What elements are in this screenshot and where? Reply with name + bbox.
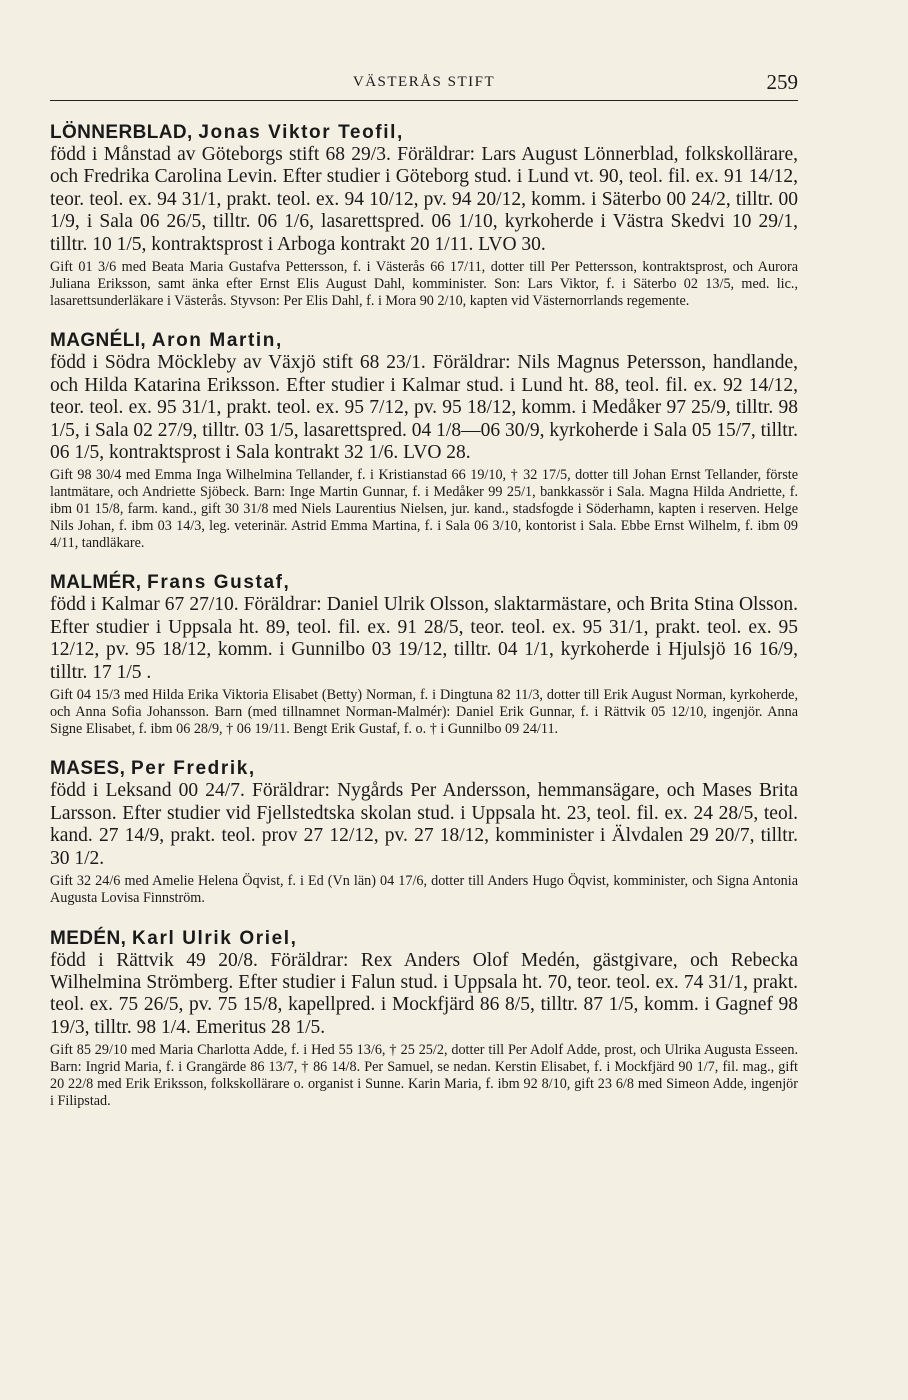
page-number: 259: [766, 70, 798, 94]
entry-surname: MAGNÉLI,: [50, 330, 147, 352]
entry-given-names: Per Fredrik,: [130, 758, 256, 780]
entry-family: Gift 98 30/4 med Emma Inga Wilhelmina Tellander, f. i Kristianstad 66 19/10, † 32 17/5, dotter till Johan Ernst Tellander, förste lantmätare, och Andriette Sjöbeck. Barn: Inge Martin Gunnar, f. i Medåker 99 25/1, bankkassör i Sala. Magna Hilda Andriette, f. ibm 01 15/8, farm. kand., gift 30 31/8 med Niels Laurentius Nielsen, jur. kand., stadsfogde i Söderhamn, kapten i reserven. Helge Nils Johan, f. ibm 03 14/3, leg. veterinär. Astrid Emma Martina, f. i Sala 06 3/10, kontorist i Sala. Ebbe Ernst Wilhelm, f. ibm 09 4/11, tandläkare.: [50, 467, 798, 551]
entry-name: [50, 571, 798, 594]
entry-given-names: Karl Ulrik Oriel,: [131, 927, 298, 949]
biography-entry: [50, 329, 798, 551]
entry-biography: född i Kalmar 67 27/10. Föräldrar: Daniel Ulrik Olsson, slaktarmästare, och Brita Stina Olsson. Efter studier i Uppsala ht. 89, teol. fil. ex. 91 28/5, teor. teol. ex. 95 31/1, prakt. teol. ex. 95 12/12, pv. 95 18/12, komm. i Gunnilbo 03 19/12, tilltr. 04 1/1, kyrkoherde i Hjulsjö 16 16/9, tilltr. 17 1/5 .: [50, 594, 798, 683]
entry-name: [50, 757, 798, 780]
entry-biography: född i Rättvik 49 20/8. Föräldrar: Rex Anders Olof Medén, gästgivare, och Rebecka Wilhelmina Strömberg. Efter studier i Falun stud. i Uppsala ht. 70, teor. teol. ex. 74 31/1, prakt. teol. ex. 75 26/5, pv. 75 15/8, kapellpred. i Mockfjärd 86 8/5, tilltr. 87 1/5, komm. i Gagnef 98 19/3, tilltr. 98 1/4. Emeritus 28 1/5.: [50, 949, 798, 1038]
page-header: [50, 64, 798, 101]
entry-biography: född i Södra Möckleby av Växjö stift 68 23/1. Föräldrar: Nils Magnus Petersson, handlande, och Hilda Katarina Eriksson. Efter studier i Kalmar stud. i Lund ht. 88, teol. fil. ex. 92 14/12, teor. teol. ex. 95 31/1, prakt. teol. ex. 95 7/12, pv. 95 18/12, komm. i Medåker 97 25/9, tilltr. 98 1/5, i Sala 02 27/9, tilltr. 03 1/5, lasarettspred. 04 1/8—06 30/9, kyrkoherde i Sala 05 15/7, tilltr. 06 1/5, kontraktsprost i Sala kontrakt 32 1/6. LVO 28.: [50, 352, 798, 464]
biography-entry: [50, 757, 798, 906]
document-page: [50, 64, 798, 1109]
entry-surname: MALMÉR,: [50, 572, 142, 594]
entry-given-names: Aron Martin,: [151, 330, 283, 352]
entry-surname: LÖNNERBLAD,: [50, 122, 193, 143]
entry-family: Gift 01 3/6 med Beata Maria Gustafva Pettersson, f. i Västerås 66 17/11, dotter till Per Pettersson, kontraktsprost, och Aurora Juliana Eriksson, samt änka efter Ernst Elis August Dahl, komminister. Son: Lars Viktor, f. i Säterbo 02 13/5, med. lic., lasarettsunderläkare i Västerås. Styvson: Per Elis Dahl, f. i Mora 90 2/10, kapten vid Västernorrlands regemente.: [50, 259, 798, 309]
biography-entry: [50, 927, 798, 1110]
biography-entry: [50, 121, 798, 309]
entry-family: Gift 32 24/6 med Amelie Helena Öqvist, f. i Ed (Vn län) 04 17/6, dotter till Anders Hugo Öqvist, komminister, och Signa Antonia Augusta Lovisa Finnström.: [50, 873, 798, 906]
entry-name: [50, 121, 798, 144]
biography-entry: [50, 571, 798, 737]
entry-surname: MASES,: [50, 758, 126, 780]
entry-family: Gift 04 15/3 med Hilda Erika Viktoria Elisabet (Betty) Norman, f. i Dingtuna 82 11/3, dotter till Erik August Norman, kyrkoherde, och Anna Sofia Johansson. Barn (med tillnamnet Norman-Malmér): Daniel Erik Gunnar, f. i Rättvik 05 12/10, ingenjör. Anna Signe Elisabet, f. ibm 06 28/9, † 06 19/11. Bengt Erik Gustaf, f. o. † i Gunnilbo 09 24/11.: [50, 687, 798, 737]
entry-given-names: Jonas Viktor Teofil,: [198, 122, 404, 143]
entry-biography: född i Månstad av Göteborgs stift 68 29/3. Föräldrar: Lars August Lönnerblad, folkskollärare, och Fredrika Carolina Levin. Efter studier i Göteborg stud. i Lund vt. 90, teol. fil. ex. 91 14/12, teor. teol. ex. 94 31/1, prakt. teol. ex. 94 10/12, pv. 94 20/12, komm. i Säterbo 00 24/2, tilltr. 00 1/9, i Sala 06 26/5, tilltr. 06 1/6, lasarettspred. 06 1/10, kyrkoherde i Västra Skedvi 10 29/1, tilltr. 10 1/5, kontraktsprost i Arboga kontrakt 20 1/11. LVO 30.: [50, 144, 798, 255]
entry-biography: född i Leksand 00 24/7. Föräldrar: Nygårds Per Andersson, hemmansägare, och Mases Brita Larsson. Efter studier vid Fjellstedtska skolan stud. i Uppsala ht. 23, teol. fil. ex. 24 28/5, teol. kand. 27 14/9, prakt. teol. prov 27 12/12, pv. 27 18/12, komminister i Älvdalen 29 20/7, tilltr. 30 1/2.: [50, 780, 798, 869]
entry-family: Gift 85 29/10 med Maria Charlotta Adde, f. i Hed 55 13/6, † 25 25/2, dotter till Per Adolf Adde, prost, och Ulrika Augusta Esseen. Barn: Ingrid Maria, f. i Grangärde 86 13/7, † 86 14/8. Per Samuel, se nedan. Kerstin Elisabet, f. i Mockfjärd 90 1/7, fil. mag., gift 20 22/8 med Erik Eriksson, folkskollärare o. organist i Sunne. Karin Maria, f. ibm 92 8/10, gift 23 6/8 med Simeon Adde, ingenjör i Filipstad.: [50, 1042, 798, 1109]
running-title: VÄSTERÅS STIFT: [352, 74, 496, 90]
entry-name: [50, 329, 798, 352]
entry-given-names: Frans Gustaf,: [147, 572, 291, 594]
entry-name: [50, 927, 798, 950]
entry-surname: MEDÉN,: [50, 927, 127, 949]
